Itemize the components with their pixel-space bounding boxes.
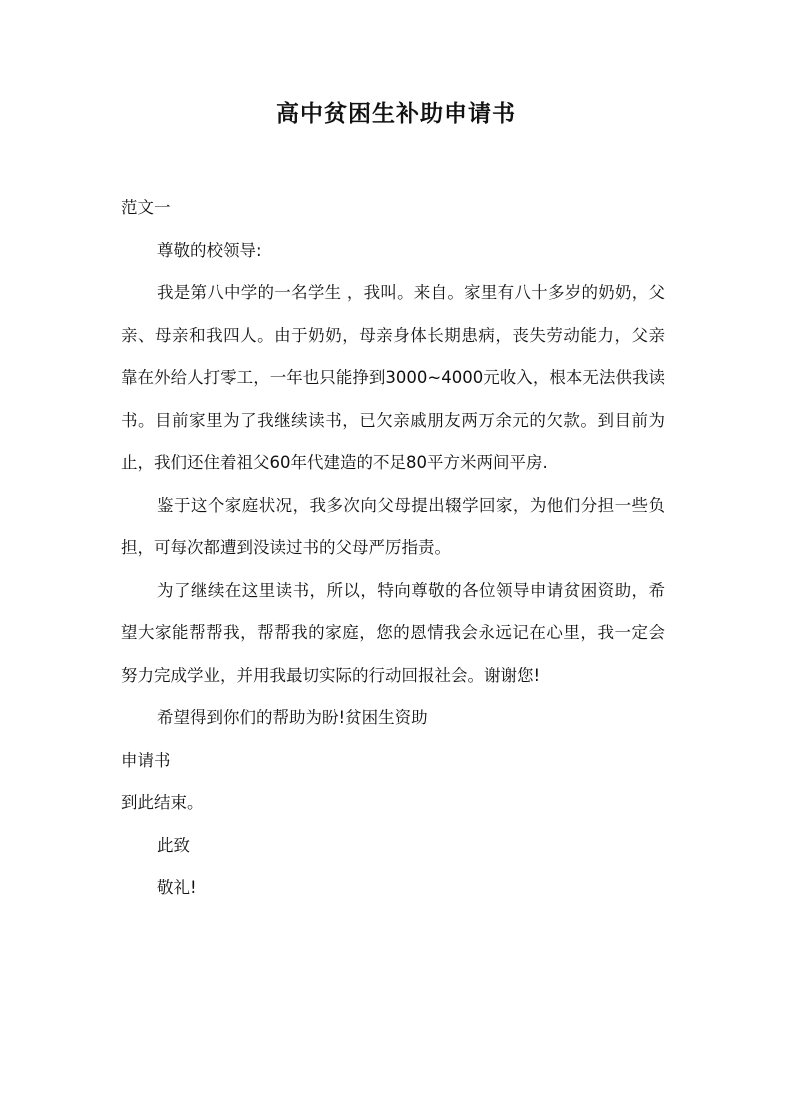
closing-salute: 敬礼! [157,878,197,897]
section-label: 范文一 [121,198,171,217]
continuation-line: 申请书 [121,750,171,770]
document-body [121,187,665,910]
paragraph-hope: 希望得到你们的帮助为盼!贫困生资助 [157,708,428,727]
paragraph-request: 为了继续在这里读书，所以，特向尊敬的各位领导申请贫困资助，希望大家能帮帮我，帮帮我的家庭，您的恩情我会永远记在心里，我一定会努力完成学业，并用我最切实际的行动回报社会。谢谢您! [121,580,665,685]
paragraph-family: 我是第八中学的一名学生 ，我叫。来自。家里有八十多岁的奶奶，父亲、母亲和我四人。由于奶奶，母亲身体长期患病，丧失劳动能力，父亲靠在外给人打零工，一年也只能挣到3000~4000元收入，根本无法供我读书。目前家里为了我继续读书，已欠亲戚朋友两万余元的欠款。到目前为止，我们还住着祖父60年代建造的不足80平方米两间平房. [121,283,665,472]
salutation: 尊敬的校领导: [157,240,262,260]
closing-greeting: 此致 [157,835,190,855]
end-note: 到此结束。 [121,793,204,812]
paragraph-situation: 鉴于这个家庭状况，我多次向父母提出辍学回家，为他们分担一些负担，可每次都遭到没读过书的父母严厉指责。 [121,495,665,557]
document-title: 高中贫困生补助申请书 [276,101,516,127]
